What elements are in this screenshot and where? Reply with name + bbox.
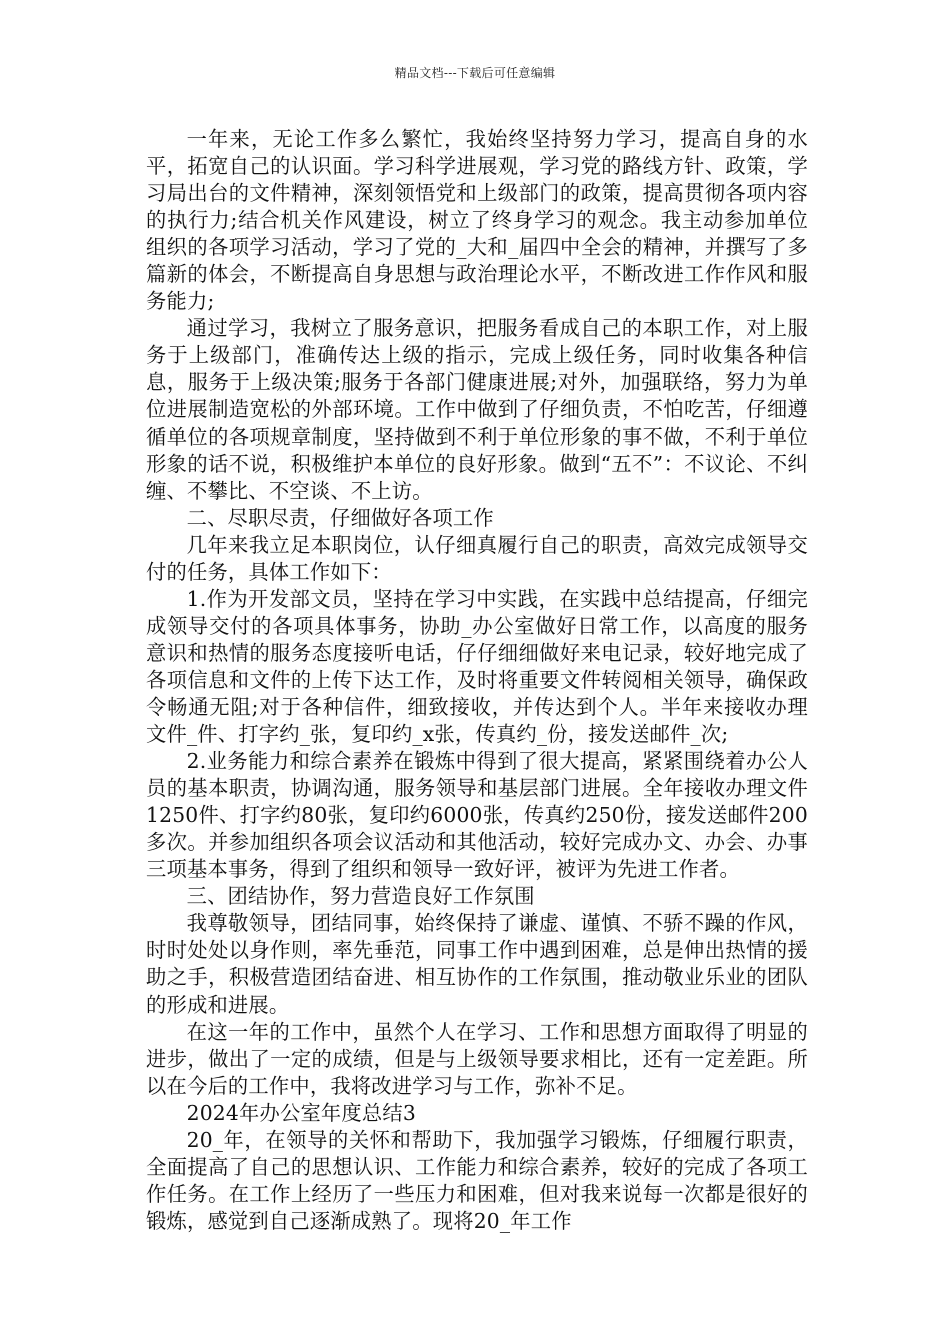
section-title-summary-3: 2024年办公室年度总结3 [186,1100,416,1125]
paragraph-item-2: 2.业务能力和综合素养在锻炼中得到了很大提高，紧紧围绕着办公人员的基本职责，协调沟通，服务领导和基层部门进展。全年接收办理文件1250件、打字约80张，复印约6000张，传真约250份，接发送邮件200多次。并参加组织各项会议活动和其他活动，较好完成办文、办会、办事三项基本事务，得到了组织和领导一致好评，被评为先进工作者。 [146,749,808,882]
paragraph-teamwork: 我尊敬领导，团结同事，始终保持了谦虚、谨慎、不骄不躁的作风，时时处处以身作则，率先垂范，同事工作中遇到困难，总是伸出热情的援助之手，积极营造团结奋进、相互协作的工作氛围，推动敬业乐业的团队的形成和进展。 [146,911,808,1017]
paragraph-summary-3-intro: 20_年，在领导的关怀和帮助下，我加强学习锻炼，仔细履行职责，全面提高了自己的思想认识、工作能力和综合素养，较好的完成了各项工作任务。在工作上经历了一些压力和困难，但对我来说每一次都是很好的锻炼，感觉到自己逐渐成熟了。现将20_年工作 [146,1127,808,1233]
paragraph-item-1: 1.作为开发部文员，坚持在学习中实践，在实践中总结提高，仔细完成领导交付的各项具体事务，协助_办公室做好日常工作，以高度的服务意识和热情的服务态度接听电话，仔仔细细做好来电记录，较好地完成了各项信息和文件的上传下达工作，及时将重要文件转阅相关领导，确保政令畅通无阻;对于各种信件，细致接收，并传达到个人。半年来接收办理文件_件、打字约_张，复印约_x张，传真约_份，接发送邮件_次; [146,586,808,747]
section-heading-duties: 二、尽职尽责，仔细做好各项工作 [186,505,494,530]
section-heading-teamwork: 三、团结协作，努力营造良好工作氛围 [186,884,535,909]
paragraph-conclusion: 在这一年的工作中，虽然个人在学习、工作和思想方面取得了明显的进步，做出了一定的成绩，但是与上级领导要求相比，还有一定差距。所以在今后的工作中，我将改进学习与工作，弥补不足。 [146,1019,808,1098]
paragraph-duties-intro: 几年来我立足本职岗位，认仔细真履行自己的职责，高效完成领导交付的任务，具体工作如下： [146,532,808,584]
paragraph-study: 一年来，无论工作多么繁忙，我始终坚持努力学习，提高自身的水平，拓宽自己的认识面。学习科学进展观，学习党的路线方针、政策，学习局出台的文件精神，深刻领悟党和上级部门的政策，提高贯彻各项内容的执行力;结合机关作风建设，树立了终身学习的观念。我主动参加单位组织的各项学习活动，学习了党的_大和_届四中全会的精神，并撰写了多篇新的体会，不断提高自身思想与政治理论水平，不断改进工作作风和服务能力; [146,127,808,314]
document-body [146,126,808,1235]
page-header: 精品文档---下载后可任意编辑 [394,66,556,80]
paragraph-service-awareness: 通过学习，我树立了服务意识，把服务看成自己的本职工作，对上服务于上级部门，准确传达上级的指示，完成上级任务，同时收集各种信息，服务于上级决策;服务于各部门健康进展;对外，加强联络，努力为单位进展制造宽松的外部环境。工作中做到了仔细负责，不怕吃苦，仔细遵循单位的各项规章制度，坚持做到不利于单位形象的事不做，不利于单位形象的话不说，积极维护本单位的良好形象。做到“五不”：不议论、不纠缠、不攀比、不空谈、不上访。 [146,316,808,503]
